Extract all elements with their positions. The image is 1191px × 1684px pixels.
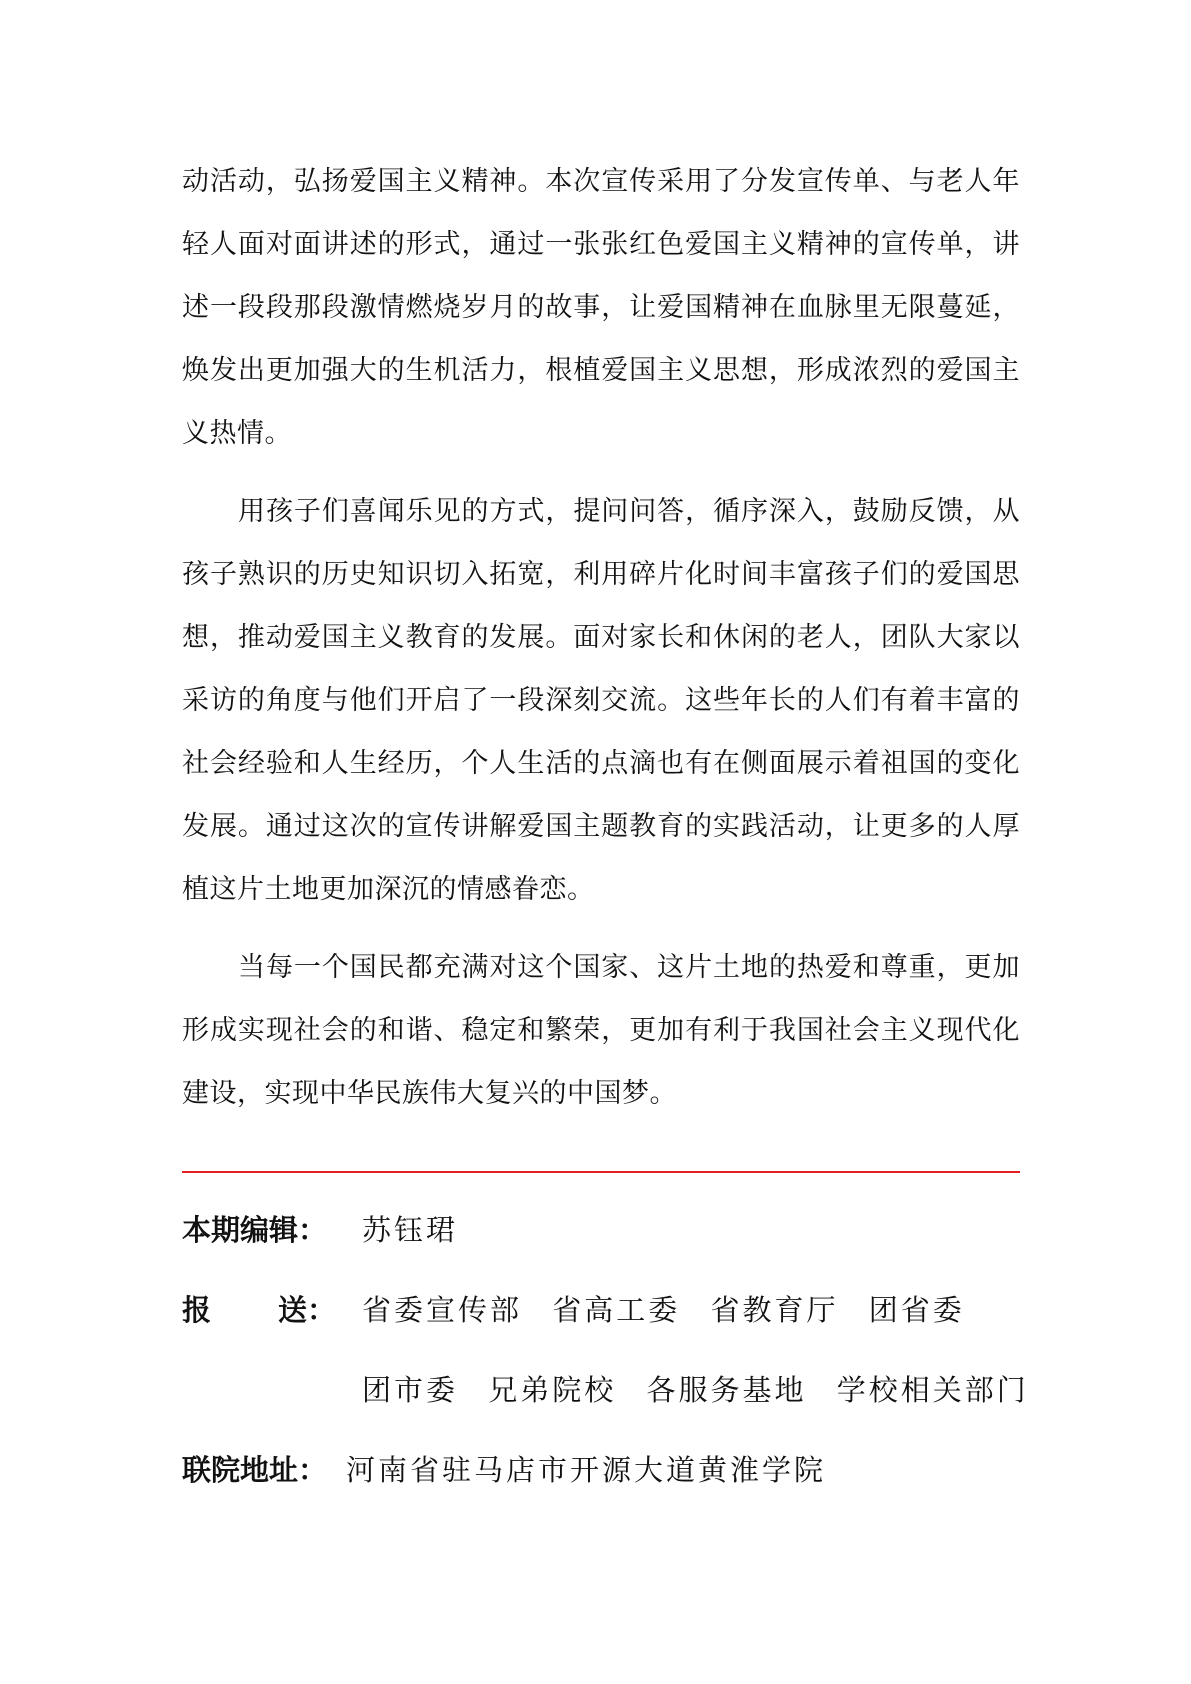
editor-row — [182, 1200, 1020, 1280]
paragraph-3: 当每一个国民都充满对这个国家、这片土地的热爱和尊重，更加形成实现社会的和谐、稳定和繁荣，更加有利于我国社会主义现代化建设，实现中华民族伟大复兴的中国梦。 — [182, 952, 1020, 1109]
red-divider-line — [182, 1171, 1020, 1173]
recipients-row-2 — [182, 1360, 1029, 1440]
recipients-row — [182, 1280, 1020, 1360]
recipient-item: 团省委 — [868, 1293, 965, 1327]
article-body — [182, 150, 1020, 1125]
recipients-label-char-2: 送： — [278, 1293, 337, 1327]
editor-label: 本期编辑： — [182, 1213, 328, 1247]
recipients-label-char-1: 报 — [182, 1293, 212, 1327]
footer-info — [182, 1200, 1029, 1520]
recipient-item: 各服务基地 — [646, 1373, 807, 1407]
recipient-item: 省教育厅 — [710, 1293, 839, 1327]
paragraph-2: 用孩子们喜闻乐见的方式，提问问答，循序深入，鼓励反馈，从孩子熟识的历史知识切入拓宽，利用碎片化时间丰富孩子们的爱国思想，推动爱国主义教育的发展。面对家长和休闲的老人，团队大家以采访的角度与他们开启了一段深刻交流。这些年长的人们有着丰富的社会经验和人生经历，个人生活的点滴也有在侧面展示着祖国的变化发展。通过这次的宣传讲解爱国主题教育的实践活动，让更多的人厚植这片土地更加深沉的情感眷恋。 — [182, 496, 1020, 905]
address-label: 联院地址： — [182, 1453, 328, 1487]
paragraph-1: 动活动，弘扬爱国主义精神。本次宣传采用了分发宣传单、与老人年轻人面对面讲述的形式，通过一张张红色爱国主义精神的宣传单，讲述一段段那段激情燃烧岁月的故事，让爱国精神在血脉里无限蔓延，焕发出更加强大的生机活力，根植爱国主义思想，形成浓烈的爱国主义热情。 — [182, 166, 1020, 449]
recipient-item: 团市委 — [362, 1373, 459, 1407]
recipient-item: 省委宣传部 — [362, 1293, 523, 1327]
recipient-item: 兄弟院校 — [488, 1373, 617, 1407]
recipients-line-2 — [362, 1360, 1047, 1420]
address-value: 河南省驻马店市开源大道黄淮学院 — [346, 1453, 827, 1487]
recipient-item: 省高工委 — [552, 1293, 681, 1327]
recipient-item: 学校相关部门 — [836, 1373, 1029, 1407]
recipients-line-1 — [362, 1280, 983, 1340]
address-row — [182, 1440, 1020, 1520]
editor-name: 苏钰珺 — [362, 1213, 459, 1247]
